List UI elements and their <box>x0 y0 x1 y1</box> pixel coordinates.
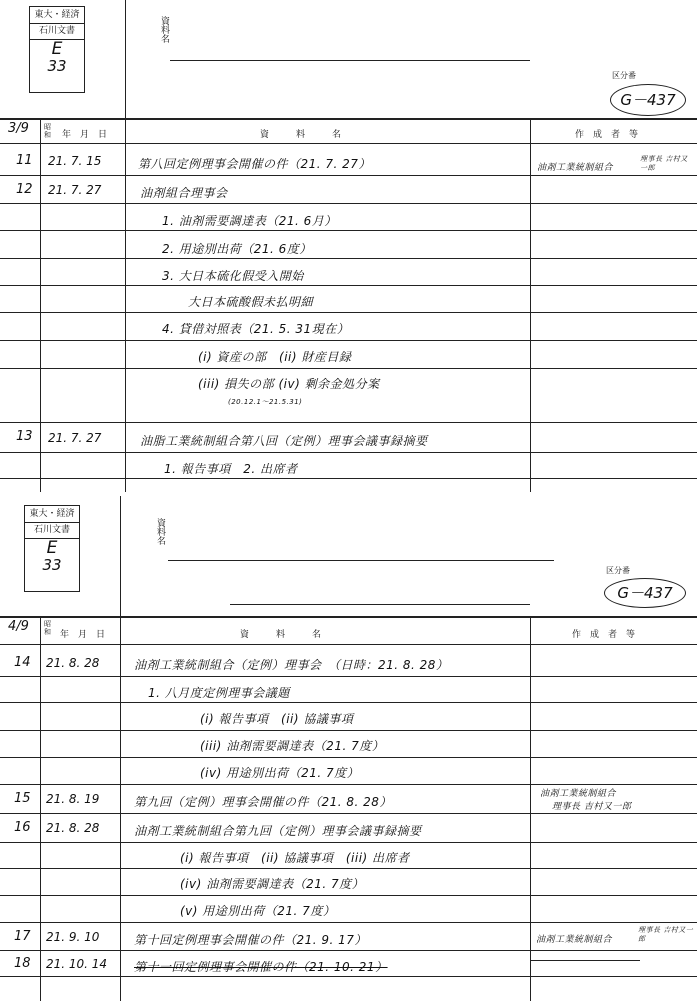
row-date: 21. 8. 28 <box>46 821 100 835</box>
row-number: 12 <box>16 182 33 197</box>
row-text: 第八回定例理事会開催の件（21. 7. 27） <box>138 157 371 171</box>
header-date: 年 月 日 <box>62 130 108 140</box>
row-date: 21. 7. 27 <box>48 431 102 445</box>
row-text: (i) 報告事項 (ii) 協議事項 <box>200 712 354 726</box>
classification-oval <box>604 578 686 608</box>
row-author-note: 理事長 吉村又一郎 <box>552 802 632 812</box>
stamp-number: 33 <box>42 556 62 574</box>
stamp-code: E <box>51 39 63 59</box>
stamp-line-1: 東大・経済 <box>30 7 84 24</box>
header-author: 作 成 者 等 <box>572 630 636 640</box>
material-name-label-text: 資料名 <box>155 518 165 545</box>
stamp-line-2: 石川文書 <box>25 523 79 539</box>
classification-value: G－437 <box>620 91 676 109</box>
row-author: 油剤工業統制組合 <box>537 163 614 173</box>
row-date: 21. 10. 14 <box>46 957 108 971</box>
classification-label: 区分番 <box>612 71 636 80</box>
row-date: 21. 7. 15 <box>48 154 102 168</box>
row-text: (i) 資産の部 (ii) 財産目録 <box>198 350 352 364</box>
row-date: 21. 9. 10 <box>46 930 100 944</box>
header-era: 昭和 <box>44 123 51 139</box>
row-number: 14 <box>14 655 31 670</box>
row-number: 16 <box>14 820 31 835</box>
header-date: 年 月 日 <box>60 630 106 640</box>
row-number: 13 <box>16 429 33 444</box>
classification-label: 区分番 <box>606 566 630 575</box>
archive-stamp <box>29 6 85 93</box>
row-date: 21. 8. 19 <box>46 792 100 806</box>
row-text: 第九回（定例）理事会開催の件（21. 8. 28） <box>134 795 392 809</box>
row-date: 21. 7. 27 <box>48 183 102 197</box>
row-author: 油剤工業統制組合 <box>540 789 617 799</box>
stamp-line-1: 東大・経済 <box>25 506 79 523</box>
header-material: 資 料 名 <box>240 630 322 640</box>
margin-number: 4/9 <box>8 619 29 634</box>
row-text: 1. 報告事項 2. 出席者 <box>164 462 298 476</box>
row-text: (iv) 油剤需要調達表（21. 7度） <box>180 877 365 891</box>
archive-stamp <box>24 505 80 592</box>
margin-number: 3/9 <box>8 121 29 136</box>
row-number: 11 <box>16 153 33 168</box>
row-text: 油剤組合理事会 <box>140 186 228 200</box>
row-number: 18 <box>14 956 31 971</box>
classification-oval <box>610 84 686 116</box>
material-name-label-text: 資料名 <box>159 16 169 43</box>
row-author-note: 理事長 吉村又一郎 <box>640 155 688 172</box>
row-text: 4. 貸借対照表（21. 5. 31現在） <box>162 322 350 336</box>
row-text: (iv) 用途別出荷（21. 7度） <box>200 766 360 780</box>
row-text-sub: (20.12.1～21.5.31) <box>228 398 303 406</box>
stamp-line-2: 石川文書 <box>30 24 84 40</box>
row-text: 第十一回定例理事会開催の件（21. 10. 21） <box>134 960 388 974</box>
row-text: 第十回定例理事会開催の件（21. 9. 17） <box>134 933 367 947</box>
row-text: 3. 大日本硫化假受入開始 <box>162 269 304 283</box>
row-text: (iii) 油剤需要調達表（21. 7度） <box>200 739 385 753</box>
row-text: 油剤工業統制組合第九回（定例）理事会議事録摘要 <box>134 824 422 838</box>
row-text: 油脂工業統制組合第八回（定例）理事会議事録摘要 <box>140 434 428 448</box>
material-name-label <box>156 16 168 49</box>
stamp-code: E <box>46 538 58 558</box>
header-era: 昭和 <box>44 620 51 636</box>
row-text: (i) 報告事項 (ii) 協議事項 (iii) 出席者 <box>180 851 410 865</box>
row-number: 15 <box>14 791 31 806</box>
row-text: (iii) 損失の部 (iv) 剰余金処分案 <box>198 377 380 391</box>
material-name-label <box>152 518 164 551</box>
row-text: (v) 用途別出荷（21. 7度） <box>180 904 336 918</box>
row-text: 大日本硫酸假未払明細 <box>188 295 314 309</box>
header-author: 作 成 者 等 <box>575 130 639 140</box>
header-material: 資 料 名 <box>260 130 342 140</box>
row-text: 油剤工業統制組合（定例）理事会 （日時：21. 8. 28） <box>134 658 449 672</box>
stamp-number: 33 <box>47 57 67 75</box>
row-author: 油剤工業統制組合 <box>536 935 613 945</box>
row-date: 21. 8. 28 <box>46 656 100 670</box>
classification-value: G－437 <box>617 584 673 602</box>
row-number: 17 <box>14 929 31 944</box>
row-text: 1. 油剤需要調達表（21. 6月） <box>162 214 337 228</box>
row-author-note: 理事長 吉村又一郎 <box>638 926 694 943</box>
row-text: 1. 八月度定例理事会議題 <box>148 686 290 700</box>
row-text: 2. 用途別出荷（21. 6度） <box>162 242 312 256</box>
